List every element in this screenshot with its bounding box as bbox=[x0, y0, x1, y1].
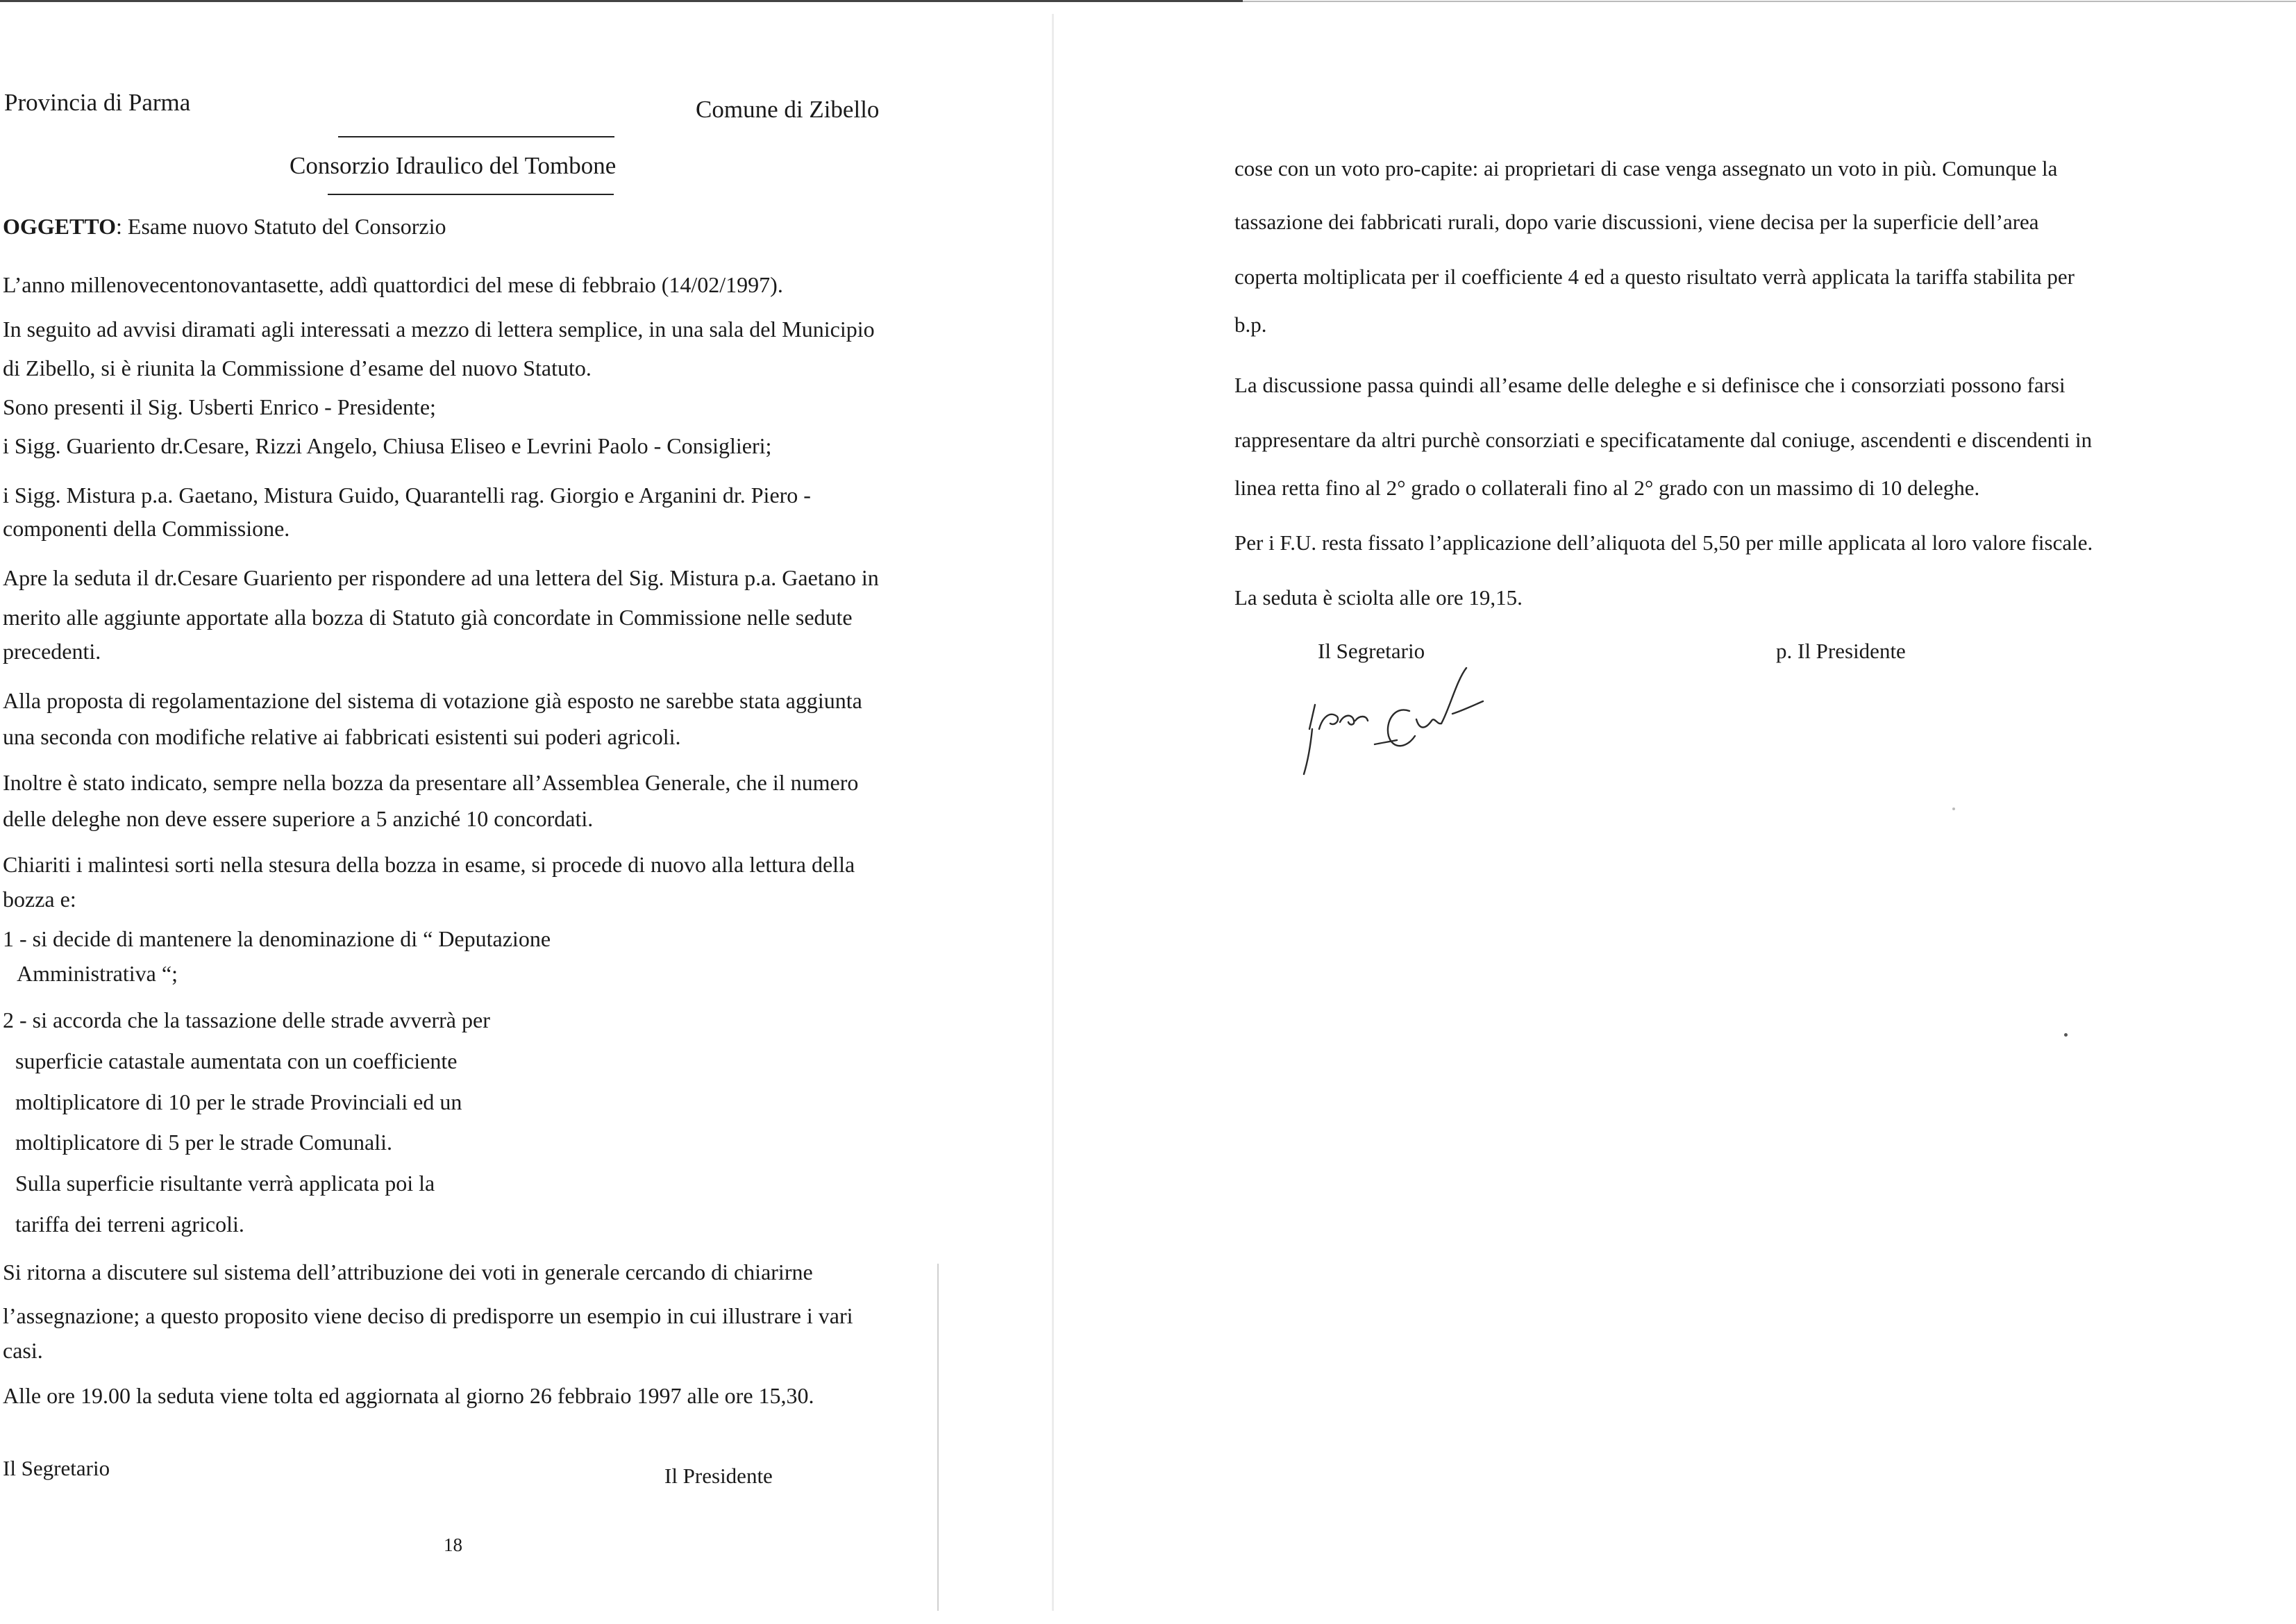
subject-label: OGGETTO bbox=[3, 214, 117, 239]
item-2-line-5: tariffa dei terreni agricoli. bbox=[15, 1212, 244, 1237]
subject-text: : Esame nuovo Statuto del Consorzio bbox=[116, 214, 446, 239]
item-2-line-2: moltiplicatore di 10 per le strade Provinciali ed un bbox=[15, 1089, 462, 1114]
header-consortium: Consorzio Idraulico del Tombone bbox=[290, 152, 617, 179]
body-line-7: Apre la seduta il dr.Cesare Guariento per rispondere ad una lettera del Sig. Mistura p.a. Gaetano in bbox=[3, 565, 879, 590]
right-line-3: b.p. bbox=[1234, 312, 1267, 337]
closing-line-0: Si ritorna a discutere sul sistema dell’attribuzione dei voti in generale cercando di chiarirne bbox=[3, 1259, 813, 1284]
right-secretary-label: Il Segretario bbox=[1318, 639, 1425, 663]
page-number: 18 bbox=[444, 1534, 462, 1555]
right-line-0: cose con un voto pro-capite: ai proprietari di case venga assegnato un voto in più. Comunque la bbox=[1234, 156, 2058, 181]
item-2-line-0: 2 - si accorda che la tassazione delle strade avverrà per bbox=[3, 1007, 490, 1032]
closing-line-1: l’assegnazione; a questo proposito viene deciso di predisporre un esempio in cui illustrare i vari bbox=[3, 1303, 853, 1328]
item-2-line-1: superficie catastale aumentata con un coefficiente bbox=[15, 1048, 458, 1073]
scan-speck-faint bbox=[1952, 807, 1955, 810]
body-line-5: i Sigg. Mistura p.a. Gaetano, Mistura Guido, Quarantelli rag. Giorgio e Arganini dr. Piero - bbox=[3, 483, 811, 508]
body-line-3: Sono presenti il Sig. Usberti Enrico - Presidente; bbox=[3, 394, 436, 419]
fold-mark bbox=[937, 1264, 939, 1611]
left-president-label: Il Presidente bbox=[664, 1464, 773, 1488]
right-line-5: rappresentare da altri purchè consorziati e specificatamente dal coniuge, ascendenti e discendenti in bbox=[1234, 428, 2093, 452]
body-line-14: Chiariti i malintesi sorti nella stesura della bozza in esame, si procede di nuovo alla lettura della bbox=[3, 852, 855, 877]
body-line-13: delle deleghe non deve essere superiore a 5 anziché 10 concordati. bbox=[3, 806, 594, 831]
item-2-line-4: Sulla superficie risultante verrà applicata poi la bbox=[15, 1171, 435, 1196]
item-2-line-3: moltiplicatore di 5 per le strade Comunali. bbox=[15, 1130, 392, 1155]
right-line-2: coperta moltiplicata per il coefficiente 4 ed a questo risultato verrà applicata la tariffa stabilita per bbox=[1234, 265, 2075, 289]
item-1-line-0: 1 - si decide di mantenere la denominazione di “ Deputazione bbox=[3, 926, 551, 951]
left-secretary-label: Il Segretario bbox=[3, 1456, 110, 1480]
body-line-12: Inoltre è stato indicato, sempre nella bozza da presentare all’Assemblea Generale, che il numero bbox=[3, 770, 859, 795]
body-line-15: bozza e: bbox=[3, 887, 76, 912]
body-line-0: L’anno millenovecentonovantasette, addì quattordici del mese di febbraio (14/02/1997). bbox=[3, 272, 783, 297]
body-line-2: di Zibello, si è riunita la Commissione d’esame del nuovo Statuto. bbox=[3, 355, 592, 380]
body-line-1: In seguito ad avvisi diramati agli interessati a mezzo di lettera semplice, in una sala del Municipio bbox=[3, 317, 875, 342]
header-province: Provincia di Parma bbox=[4, 89, 191, 116]
body-line-10: Alla proposta di regolamentazione del sistema di votazione già esposto ne sarebbe stata aggiunta bbox=[3, 688, 862, 713]
right-line-6: linea retta fino al 2° grado o collaterali fino al 2° grado con un massimo di 10 deleghe. bbox=[1234, 476, 1980, 500]
body-line-9: precedenti. bbox=[3, 639, 101, 664]
right-president-label: p. Il Presidente bbox=[1776, 639, 1906, 663]
scan-speck bbox=[2064, 1033, 2068, 1037]
left-page bbox=[0, 0, 1052, 1624]
body-line-11: una seconda con modifiche relative ai fabbricati esistenti sui poderi agricoli. bbox=[3, 724, 681, 749]
body-line-6: componenti della Commissione. bbox=[3, 516, 290, 541]
body-line-8: merito alle aggiunte apportate alla bozza di Statuto già concordate in Commissione nelle sedute bbox=[3, 605, 853, 630]
right-line-7: Per i F.U. resta fissato l’applicazione dell’aliquota del 5,50 per mille applicata al loro valore fiscale. bbox=[1234, 530, 2093, 555]
item-1-line-1: Amministrativa “; bbox=[17, 961, 178, 986]
right-page bbox=[1054, 0, 2296, 1624]
closing-line-3: Alle ore 19.00 la seduta viene tolta ed aggiornata al giorno 26 febbraio 1997 alle ore 15,30. bbox=[3, 1383, 814, 1408]
subject-line bbox=[3, 214, 446, 240]
header-rule-bottom bbox=[328, 194, 614, 195]
right-line-4: La discussione passa quindi all’esame delle deleghe e si definisce che i consorziati possono farsi bbox=[1234, 373, 2065, 397]
header-municipality: Comune di Zibello bbox=[696, 96, 880, 123]
right-line-8: La seduta è sciolta alle ore 19,15. bbox=[1234, 585, 1523, 610]
body-line-4: i Sigg. Guariento dr.Cesare, Rizzi Angelo, Chiusa Eliseo e Levrini Paolo - Consiglieri; bbox=[3, 433, 772, 458]
right-line-1: tassazione dei fabbricati rurali, dopo varie discussioni, viene decisa per la superficie dell’area bbox=[1234, 210, 2039, 234]
closing-line-2: casi. bbox=[3, 1338, 43, 1363]
secretary-signature bbox=[1271, 639, 1562, 792]
header-rule-top bbox=[338, 136, 614, 137]
